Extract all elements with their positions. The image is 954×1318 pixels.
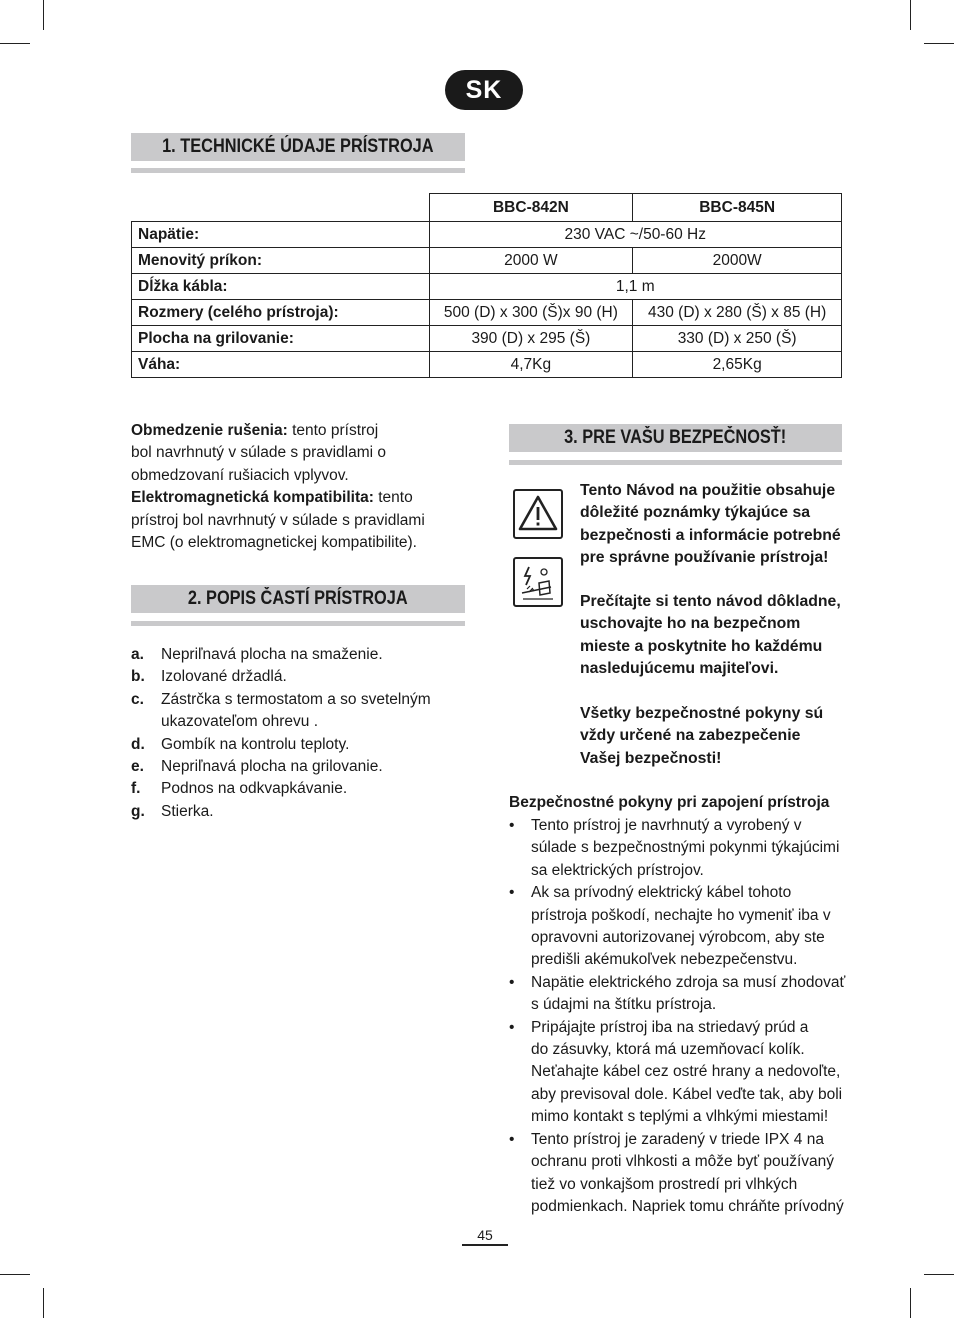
spec-table (131, 193, 842, 378)
connection-heading: Bezpečnostné pokyny pri zapojení prístroja (509, 794, 830, 811)
item-letter: f. (131, 780, 141, 798)
emc-line (131, 487, 471, 509)
emc-bold-label: Obmedzenie rušenia: (131, 422, 288, 439)
row-value: 2,65Kg (633, 352, 842, 378)
safety-intro-2 (580, 591, 870, 681)
item-line: Tento prístroj je zaradený v triede IPX 4 na (531, 1130, 824, 1148)
row-value: 500 (D) x 300 (Š)x 90 (H) (429, 300, 633, 326)
item-line: do zásuvky, ktorá má uzemňovací kolík. (531, 1041, 805, 1059)
table-row (132, 326, 842, 352)
row-value: 230 VAC ~/50-60 Hz (429, 222, 842, 248)
section-1-rule (131, 168, 465, 173)
row-label: Menovitý príkon: (132, 248, 430, 274)
item-letter: d. (131, 735, 145, 753)
model-header: BBC-845N (633, 194, 842, 222)
list-item (131, 666, 461, 688)
emc-line: EMC (o elektromagnetickej kompatibilite). (131, 534, 417, 552)
language-badge: SK (445, 70, 523, 110)
row-value: 390 (D) x 295 (Š) (429, 326, 633, 352)
item-letter: b. (131, 668, 145, 686)
bullet: • (509, 817, 515, 834)
table-row (132, 248, 842, 274)
row-label: Rozmery (celého prístroja): (132, 300, 430, 326)
list-item (131, 734, 461, 756)
item-line: s údajmi na štítku prístroja. (531, 996, 717, 1014)
crop-mark (43, 0, 44, 30)
safety-line: Všetky bezpečnostné pokyny sú (580, 705, 824, 722)
electric-shock-icon (513, 557, 563, 607)
row-value: 4,7Kg (429, 352, 633, 378)
list-item (509, 1129, 869, 1219)
section-2-rule (131, 621, 465, 626)
section-1-heading (131, 133, 465, 161)
item-line: prístroja poškodí, nechajte ho vymeniť iba v (531, 906, 831, 924)
bullet: • (509, 1018, 515, 1036)
safety-line: mieste a poskytnite ho každému (580, 637, 823, 655)
item-line: sa elektrických prístrojov. (531, 861, 704, 879)
row-value: 330 (D) x 250 (Š) (633, 326, 842, 352)
list-item (131, 644, 461, 666)
emc-text: tento prístroj (287, 422, 379, 439)
item-text: ukazovateľom ohrevu . (161, 713, 319, 731)
table-row (132, 352, 842, 378)
section-2-title: 2. POPIS ČASTÍ PRÍSTROJA (188, 588, 408, 609)
crop-mark (910, 0, 911, 30)
safety-intro-1 (580, 480, 870, 570)
row-value: 1,1 m (429, 274, 842, 300)
list-item (131, 689, 461, 734)
safety-line: Prečítajte si tento návod dôkladne, (580, 593, 841, 610)
emc-line: obmedzovaní rušiacich vplyvov. (131, 466, 349, 484)
item-text: Gombík na kontrolu teploty. (161, 735, 350, 753)
item-letter: a. (131, 646, 144, 663)
row-value: 430 (D) x 280 (Š) x 85 (H) (633, 300, 842, 326)
item-letter: e. (131, 758, 144, 776)
item-line: Ak sa prívodný elektrický kábel tohoto (531, 884, 792, 902)
item-text: Nepriľnavá plocha na smaženie. (161, 646, 383, 663)
emc-line (131, 420, 471, 442)
bullet: • (509, 884, 515, 902)
item-text: Stierka. (161, 802, 214, 820)
bullet: • (509, 973, 515, 991)
table-row (132, 300, 842, 326)
item-line: Napätie elektrického zdroja sa musí zhodovať (531, 973, 846, 991)
section-3-heading (509, 424, 842, 452)
row-label: Váha: (132, 352, 430, 378)
item-text: Zástrčka s termostatom a so svetelným (161, 690, 431, 708)
safety-line: Tento Návod na použitie obsahuje (580, 482, 836, 499)
item-line: aby previsoval dole. Kábel veďte tak, aby boli (531, 1085, 843, 1103)
connection-list (509, 815, 869, 1218)
item-line: tiež vo vonkajšom prostredí pri vlhkých (531, 1175, 798, 1193)
emc-text: tento (373, 489, 413, 507)
list-item (509, 1017, 869, 1129)
list-item (131, 778, 461, 800)
table-header-row (132, 194, 842, 222)
item-line: ochranu proti vlhkosti a môže byť používaný (531, 1153, 835, 1171)
list-item (131, 801, 461, 823)
crop-mark (0, 1274, 30, 1275)
row-value: 2000 W (429, 248, 633, 274)
parts-list (131, 644, 461, 823)
page-number-rule (462, 1244, 508, 1246)
crop-mark (43, 1288, 44, 1318)
list-item (509, 882, 869, 972)
item-line: podmienkach. Napriek tomu chráňte prívodný (531, 1197, 844, 1215)
safety-line: pre správne používanie prístroja! (580, 549, 829, 567)
safety-line: bezpečnosti a informácie potrebné (580, 526, 841, 544)
item-text: Izolované držadlá. (161, 668, 287, 686)
item-letter: g. (131, 802, 145, 820)
crop-mark (924, 1274, 954, 1275)
emc-line: prístroj bol navrhnutý v súlade s pravidlami (131, 511, 425, 529)
row-label: Napätie: (132, 222, 430, 248)
section-3-title: 3. PRE VAŠU BEZPEČNOSŤ! (564, 427, 787, 448)
section-2-heading (131, 585, 465, 613)
page-number: 45 (477, 1227, 493, 1243)
item-line: Tento prístroj je navrhnutý a vyrobený v (531, 817, 802, 834)
section-3-rule (509, 460, 842, 465)
crop-mark (924, 43, 954, 44)
row-value: 2000W (633, 248, 842, 274)
list-item (131, 756, 461, 778)
safety-line: uschovajte ho na bezpečnom (580, 615, 801, 633)
emc-bold-label: Elektromagnetická kompatibilita: (131, 489, 374, 507)
table-row (132, 274, 842, 300)
crop-mark (0, 43, 30, 44)
item-letter: c. (131, 690, 144, 708)
safety-line: nasledujúcemu majiteľovi. (580, 660, 779, 678)
item-line: opravovni autorizovanej výrobcom, aby ste (531, 929, 825, 947)
list-item (509, 815, 869, 882)
table-blank-cell (132, 194, 430, 222)
row-label: Plocha na grilovanie: (132, 326, 430, 352)
item-text: Nepriľnavá plocha na grilovanie. (161, 758, 383, 776)
emc-line: bol navrhnutý v súlade s pravidlami o (131, 444, 387, 462)
table-row (132, 222, 842, 248)
crop-mark (910, 1288, 911, 1318)
bullet: • (509, 1130, 515, 1148)
row-label: Dĺžka kábla: (132, 274, 430, 300)
safety-line: vždy určené na zabezpečenie (580, 727, 801, 745)
item-line: mimo kontakt s teplými a vlhkými miestami! (531, 1108, 829, 1126)
item-line: súlade s bezpečnostnými pokynmi týkajúcimi (531, 839, 840, 857)
item-line: Pripájajte prístroj iba na striedavý prúd a (531, 1018, 809, 1036)
emc-notice (131, 420, 471, 554)
list-item (509, 972, 869, 1017)
item-line: predišli akémukoľvek nebezpečenstvu. (531, 951, 798, 969)
warning-triangle-icon (513, 489, 563, 539)
model-header: BBC-842N (429, 194, 633, 222)
section-1-title: 1. TECHNICKÉ ÚDAJE PRÍSTROJA (162, 136, 434, 157)
safety-intro-3 (580, 703, 870, 770)
safety-line: dôležité poznámky týkajúce sa (580, 504, 811, 522)
safety-line: Vašej bezpečnosti! (580, 749, 722, 767)
item-text: Podnos na odkvapkávanie. (161, 780, 348, 798)
item-line: Neťahajte kábel cez ostré hrany a nedovoľte, (531, 1063, 841, 1081)
